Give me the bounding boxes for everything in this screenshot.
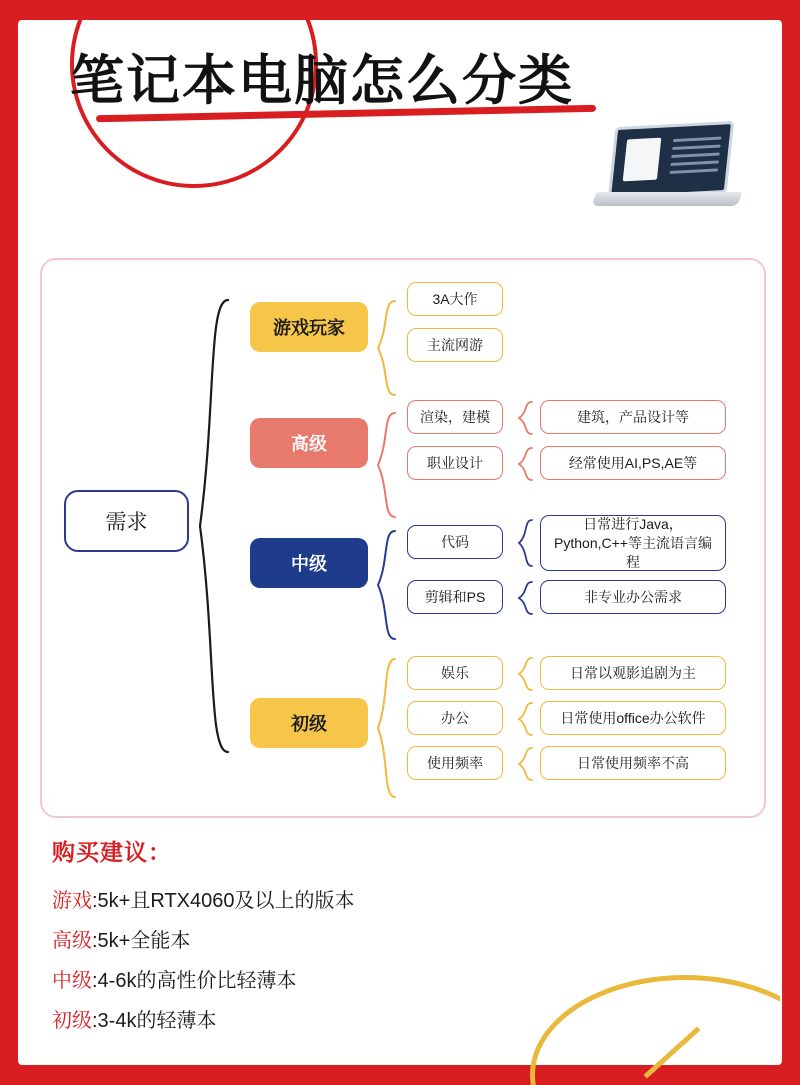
- advice-section: [52, 834, 732, 1041]
- node-leaf-pro-design: 职业设计: [407, 446, 503, 480]
- advice-key: 中级: [52, 970, 92, 992]
- node-detail-office-software: 日常使用office办公软件: [540, 701, 726, 735]
- advice-value: :3-4k的轻薄本: [92, 1010, 217, 1032]
- laptop-screen-document: [623, 138, 662, 182]
- page-title-wrap: [70, 48, 690, 128]
- advice-row: [52, 921, 732, 961]
- advice-key: 游戏: [52, 890, 92, 912]
- node-leaf-online-game: 主流网游: [407, 328, 503, 362]
- node-detail-architecture: 建筑，产品设计等: [540, 400, 726, 434]
- brace-advanced-detail-1: [516, 400, 536, 436]
- advice-key: 高级: [52, 930, 92, 952]
- node-category-advanced: 高级: [250, 418, 368, 468]
- advice-value: :4-6k的高性价比轻薄本: [92, 970, 297, 992]
- node-detail-movies: 日常以观影追剧为主: [540, 656, 726, 690]
- brace-root: [194, 296, 234, 756]
- laptop-screen: [608, 121, 734, 199]
- node-category-entry: 初级: [250, 698, 368, 748]
- brace-entry-detail-3: [516, 746, 536, 782]
- node-leaf-entertainment: 娱乐: [407, 656, 503, 690]
- laptop-illustration: [590, 118, 740, 228]
- brace-advanced-detail-2: [516, 446, 536, 482]
- laptop-screen-lines: [669, 137, 721, 177]
- node-leaf-render: 渲染，建模: [407, 400, 503, 434]
- node-leaf-code: 代码: [407, 525, 503, 559]
- node-detail-low-frequency: 日常使用频率不高: [540, 746, 726, 780]
- brace-entry-detail-2: [516, 701, 536, 737]
- brace-entry-detail-1: [516, 656, 536, 692]
- advice-row: [52, 1001, 732, 1041]
- node-leaf-usage-frequency: 使用频率: [407, 746, 503, 780]
- advice-value: :5k+且RTX4060及以上的版本: [92, 890, 355, 912]
- advice-value: :5k+全能本: [92, 930, 191, 952]
- brace-intermediate-detail-1: [516, 518, 536, 568]
- advice-row: [52, 961, 732, 1001]
- node-root: 需求: [64, 490, 189, 552]
- advice-row: [52, 881, 732, 921]
- brace-intermediate-detail-2: [516, 580, 536, 616]
- laptop-base: [592, 192, 743, 206]
- node-leaf-office: 办公: [407, 701, 503, 735]
- node-detail-programming: 日常进行Java，Python,C++等主流语言编程: [540, 515, 726, 571]
- node-leaf-editing-ps: 剪辑和PS: [407, 580, 503, 614]
- advice-key: 初级: [52, 1010, 92, 1032]
- node-detail-nonpro-office: 非专业办公需求: [540, 580, 726, 614]
- node-category-game: 游戏玩家: [250, 302, 368, 352]
- node-category-intermediate: 中级: [250, 538, 368, 588]
- brace-intermediate: [374, 528, 400, 642]
- advice-title: 购买建议：: [52, 839, 172, 865]
- mindmap-card: [40, 258, 766, 818]
- brace-game: [374, 298, 400, 398]
- brace-entry: [374, 656, 400, 800]
- node-detail-adobe: 经常使用AI,PS,AE等: [540, 446, 726, 480]
- page-title: 笔记本电脑怎么分类: [70, 51, 574, 111]
- node-leaf-3a: 3A大作: [407, 282, 503, 316]
- brace-advanced: [374, 410, 400, 520]
